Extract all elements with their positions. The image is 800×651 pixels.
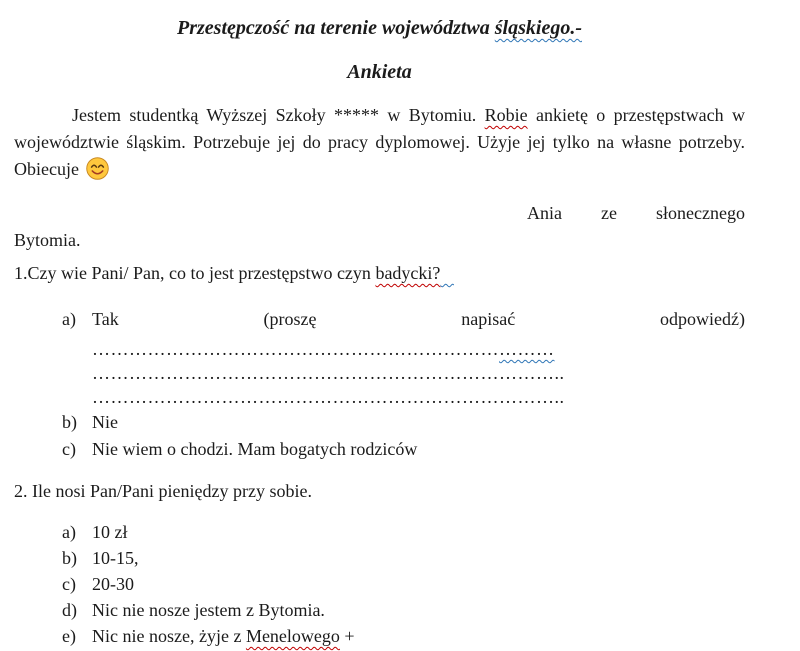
question-1-text: 1.Czy wie Pani/ Pan, co to jest przestępstwo czyn bbox=[14, 263, 376, 283]
option-a-justified-text bbox=[92, 306, 745, 333]
question-2-options bbox=[14, 519, 745, 649]
option-row-e bbox=[14, 623, 745, 649]
intro-spellcheck-flagged-text: Robie bbox=[484, 105, 528, 125]
option-a-word-4: odpowiedź) bbox=[660, 309, 745, 329]
option-a-text: 10 zł bbox=[92, 522, 128, 542]
option-row-b bbox=[14, 409, 745, 436]
option-e-spellcheck-flagged-text: Menelowego bbox=[245, 626, 340, 646]
title-grammar-flagged-text: śląskiego.- bbox=[494, 17, 582, 39]
option-marker: c) bbox=[62, 574, 76, 594]
option-b-text: Nie bbox=[92, 412, 118, 432]
option-a-word-3: napisać bbox=[461, 309, 516, 329]
smiling-emoji-icon bbox=[85, 156, 110, 181]
option-marker: a) bbox=[62, 309, 76, 329]
option-marker: b) bbox=[62, 548, 77, 568]
option-row-d bbox=[14, 597, 745, 623]
document-subtitle: Ankieta bbox=[347, 61, 412, 83]
answer-blank-lines bbox=[14, 337, 745, 409]
option-row-b bbox=[14, 545, 745, 571]
signature-word-3: słonecznego bbox=[656, 203, 745, 223]
option-c-text: 20-30 bbox=[92, 574, 134, 594]
signature-line-1 bbox=[527, 200, 745, 227]
option-e-text bbox=[92, 623, 745, 649]
option-marker: a) bbox=[62, 522, 76, 542]
option-row-c bbox=[14, 436, 745, 463]
option-d-text: Nic nie nosze jestem z Bytomia. bbox=[92, 600, 325, 620]
answer-line-1-dots: ………………………………………………………… bbox=[92, 339, 499, 359]
answer-line-2: ………………………………………………………………….. bbox=[92, 363, 565, 383]
option-marker: c) bbox=[62, 439, 76, 459]
answer-line-1-grammar-flagged-dots: ……… bbox=[499, 339, 555, 359]
option-c-text: Nie wiem o chodzi. Mam bogatych rodziców bbox=[92, 439, 418, 459]
question-1-options bbox=[14, 306, 745, 463]
answer-line-1 bbox=[14, 337, 745, 361]
signature-word-1: Ania bbox=[527, 203, 562, 223]
option-a-word-2: (proszę bbox=[263, 309, 317, 329]
option-row-a bbox=[14, 306, 745, 333]
question-1-spellcheck-flagged-text: badycki? bbox=[375, 263, 441, 283]
intro-paragraph bbox=[14, 102, 745, 183]
answer-line-3: ………………………………………………………………….. bbox=[92, 387, 565, 407]
option-row-c bbox=[14, 571, 745, 597]
option-marker: e) bbox=[62, 626, 76, 646]
option-b-text: 10-15, bbox=[92, 548, 139, 568]
option-a-word-1: Tak bbox=[92, 309, 119, 329]
signature-line-2: Bytomia. bbox=[14, 230, 81, 250]
question-1-grammar-flag-mark bbox=[440, 263, 454, 283]
option-e-suffix: + bbox=[339, 626, 355, 646]
question-1 bbox=[14, 260, 745, 287]
question-2: 2. Ile nosi Pan/Pani pieniędzy przy sobie. bbox=[14, 481, 312, 501]
signature-word-2: ze bbox=[601, 203, 617, 223]
option-marker: d) bbox=[62, 600, 77, 620]
document-title bbox=[14, 14, 745, 42]
intro-text-part2: ankietę o przestępstwach w województwie śląskim. Potrzebuje jej do pracy dyplomowej. Użyje jej tylko na własne potrzeby. Obiecuje bbox=[14, 105, 745, 179]
title-text: Przestępczość na terenie województwa bbox=[177, 17, 495, 39]
intro-text-part1: Jestem studentką Wyższej Szkoły ***** w Bytomiu. bbox=[72, 105, 485, 125]
option-e-prefix: Nic nie nosze, żyje z bbox=[92, 626, 246, 646]
option-row-a bbox=[14, 519, 745, 545]
option-marker: b) bbox=[62, 412, 77, 432]
